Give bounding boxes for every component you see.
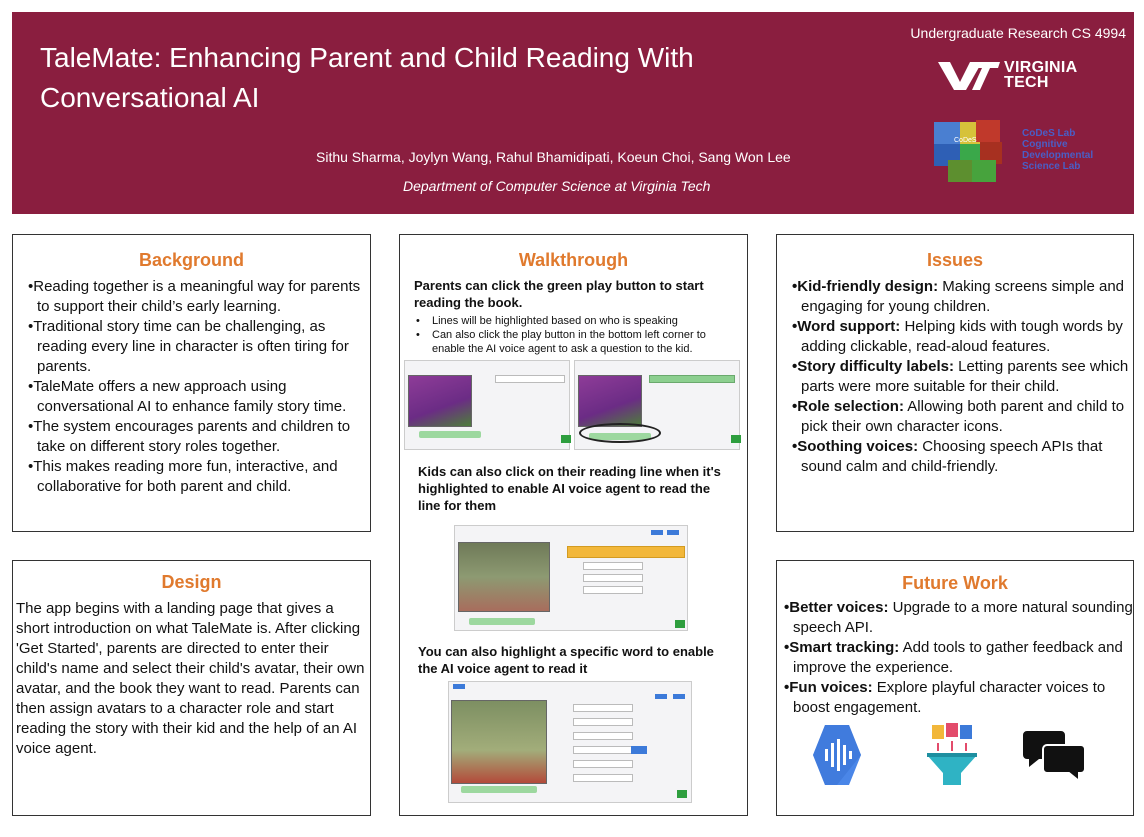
background-item: •TaleMate offers a new approach using conversational AI to enhance family story time. bbox=[28, 378, 347, 415]
story-line bbox=[583, 574, 643, 582]
issue-item bbox=[777, 317, 1133, 357]
walkthrough-title: Walkthrough bbox=[518, 250, 629, 270]
lab-line3: Developmental bbox=[1022, 150, 1094, 161]
issue-label: •Soothing voices: bbox=[792, 438, 919, 455]
walkthrough-step1-bullets bbox=[400, 311, 747, 356]
authors: Sithu Sharma, Joylyn Wang, Rahul Bhamidipati, Koeun Choi, Sang Won Lee bbox=[316, 149, 791, 165]
highlighted-word bbox=[631, 746, 647, 754]
feedback-funnel-icon bbox=[927, 723, 977, 785]
toolbar-button-icon bbox=[673, 694, 685, 699]
walkthrough-step1-heading: Parents can click the green play button to start reading the book. bbox=[414, 278, 704, 310]
future-item bbox=[777, 598, 1133, 638]
issues-title: Issues bbox=[926, 250, 984, 270]
issue-label: •Story difficulty labels: bbox=[792, 358, 954, 375]
book-cover-image bbox=[408, 375, 472, 427]
vt-line1: VIRGINIA bbox=[1004, 59, 1078, 76]
future-work-panel bbox=[776, 560, 1134, 816]
story-line bbox=[583, 586, 643, 594]
lab-line1: CoDeS Lab bbox=[1022, 128, 1076, 139]
issue-text: Choosing speech APIs that sound calm and child-friendly. bbox=[801, 438, 1103, 475]
app-screenshot-kid-line bbox=[454, 525, 688, 631]
back-button-icon bbox=[453, 684, 465, 689]
cube-label: CoDeS bbox=[954, 137, 977, 144]
future-work-list bbox=[777, 598, 1133, 718]
future-text: Upgrade to a more natural sounding speech API. bbox=[793, 599, 1133, 636]
background-item: •Traditional story time can be challenging, as reading every line in character is often tiring for parents. bbox=[28, 318, 349, 375]
story-line bbox=[573, 732, 633, 740]
story-line bbox=[573, 760, 633, 768]
question-bubble bbox=[419, 431, 481, 438]
chat-bubbles-icon bbox=[1023, 731, 1085, 781]
toolbar-button-icon bbox=[651, 530, 663, 535]
codes-lab-cube-icon bbox=[932, 120, 1014, 184]
issues-panel bbox=[776, 234, 1134, 532]
play-button-icon bbox=[677, 790, 687, 798]
future-icons-row bbox=[777, 723, 1133, 793]
highlighted-kid-line bbox=[567, 546, 685, 558]
codes-lab-wordmark bbox=[1022, 128, 1093, 172]
background-list bbox=[13, 277, 370, 497]
issue-text: Making screens simple and engaging for young children. bbox=[801, 278, 1125, 315]
future-text: Add tools to gather feedback and improve the experience. bbox=[793, 639, 1123, 676]
issue-text: Helping kids with tough words by adding clickable, read-aloud features. bbox=[801, 318, 1123, 355]
walkthrough-bullet: • Can also click the play button in the bottom left corner to enable the AI voice agent to ask a question to the kid. bbox=[432, 328, 733, 356]
story-line bbox=[573, 718, 633, 726]
background-item: •Reading together is a meaningful way for parents to support their child’s early learning. bbox=[28, 278, 361, 315]
background-panel bbox=[12, 234, 371, 532]
walkthrough-step3-heading: You can also highlight a specific word to enable the AI voice agent to read it bbox=[418, 644, 714, 676]
toolbar-button-icon bbox=[667, 530, 679, 535]
story-line bbox=[573, 704, 633, 712]
vt-wordmark bbox=[1004, 60, 1078, 90]
story-line bbox=[583, 562, 643, 570]
walkthrough-bullet: • Lines will be highlighted based on who is speaking bbox=[432, 314, 733, 328]
lab-line4: Science Lab bbox=[1022, 161, 1081, 172]
play-button-icon bbox=[731, 435, 741, 443]
poster-header bbox=[12, 12, 1134, 214]
issue-text: Allowing both parent and child to pick their own character icons. bbox=[801, 398, 1125, 435]
highlighted-story-line bbox=[649, 375, 735, 383]
future-work-title: Future Work bbox=[902, 573, 1008, 593]
future-label: •Better voices: bbox=[784, 599, 889, 616]
speech-api-icon bbox=[813, 725, 861, 785]
app-screenshot-reading-left bbox=[404, 360, 570, 450]
story-line bbox=[495, 375, 565, 383]
toolbar-button-icon bbox=[655, 694, 667, 699]
background-title: Background bbox=[138, 250, 244, 270]
design-body: The app begins with a landing page that gives a short introduction on what TaleMate is. After clicking 'Get Started', parents are directed to enter their child's name and select their child's avatar, their own avatar, and the book they want to read. Parents can then assign avatars to a character role and start reading the story with their kid and the help of an AI voice agent. bbox=[16, 600, 365, 757]
design-panel bbox=[12, 560, 371, 816]
future-item bbox=[777, 638, 1133, 678]
design-title: Design bbox=[161, 572, 222, 592]
future-item bbox=[777, 678, 1133, 718]
future-label: •Fun voices: bbox=[784, 679, 873, 696]
issue-label: •Kid-friendly design: bbox=[792, 278, 939, 295]
question-bubble bbox=[469, 618, 535, 625]
course-label: Undergraduate Research CS 4994 bbox=[910, 25, 1126, 41]
walkthrough-panel bbox=[399, 234, 748, 816]
issue-item bbox=[777, 437, 1133, 477]
issues-list bbox=[777, 277, 1133, 477]
app-screenshot-reading-right bbox=[574, 360, 740, 450]
issue-label: •Role selection: bbox=[792, 398, 904, 415]
future-text: Explore playful character voices to boost engagement. bbox=[793, 679, 1106, 716]
story-illustration bbox=[451, 700, 547, 784]
app-screenshot-word-highlight bbox=[448, 681, 692, 803]
lab-line2: Cognitive bbox=[1022, 139, 1068, 150]
story-line bbox=[573, 774, 633, 782]
play-button-icon bbox=[561, 435, 571, 443]
issue-item bbox=[777, 277, 1133, 317]
department: Department of Computer Science at Virginia Tech bbox=[403, 178, 711, 194]
highlight-circle bbox=[579, 423, 661, 443]
story-illustration bbox=[458, 542, 550, 612]
issue-item bbox=[777, 357, 1133, 397]
walkthrough-step2-heading: Kids can also click on their reading line when it's highlighted to enable AI voice agent to read the line for them bbox=[418, 464, 721, 513]
question-bubble bbox=[461, 786, 537, 793]
background-item: •The system encourages parents and children to take on different story roles together. bbox=[28, 418, 351, 455]
poster-title: TaleMate: Enhancing Parent and Child Reading With Conversational AI bbox=[40, 42, 694, 113]
issue-label: •Word support: bbox=[792, 318, 901, 335]
vt-line2: TECH bbox=[1004, 74, 1049, 91]
issue-item bbox=[777, 397, 1133, 437]
issue-text: Letting parents see which parts were more suitable for their child. bbox=[801, 358, 1129, 395]
book-cover-image bbox=[578, 375, 642, 427]
background-item: •This makes reading more fun, interactive, and collaborative for both parent and child. bbox=[28, 458, 338, 495]
play-button-icon bbox=[675, 620, 685, 628]
future-label: •Smart tracking: bbox=[784, 639, 900, 656]
